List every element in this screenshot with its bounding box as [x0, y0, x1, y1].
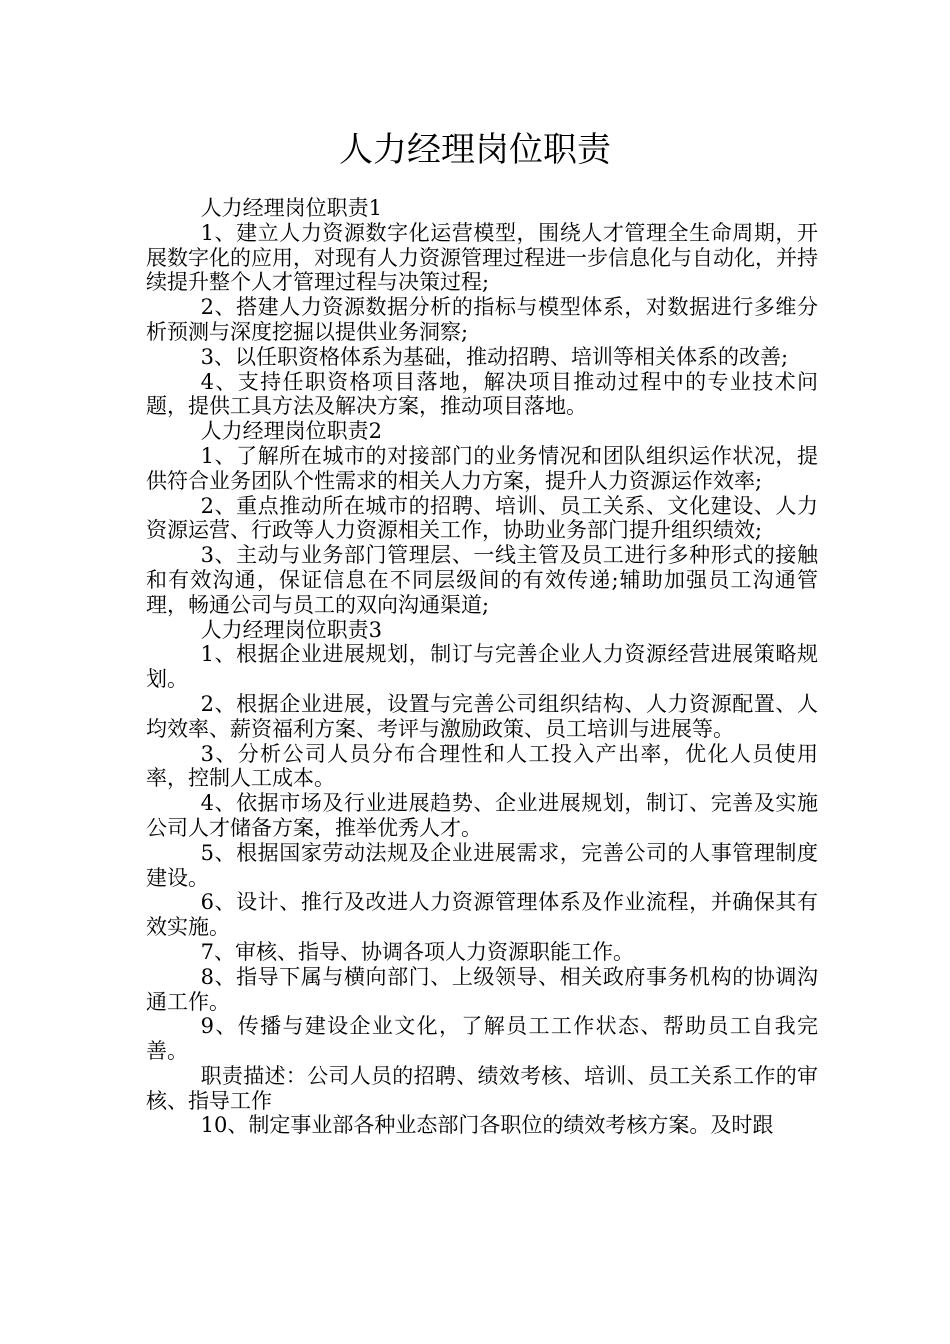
paragraph: 职责描述：公司人员的招聘、绩效考核、培训、员工关系工作的审核、指导工作	[146, 1063, 818, 1113]
paragraph: 10、制定事业部各种业态部门各职位的绩效考核方案。及时跟	[200, 1113, 774, 1138]
paragraph: 7、审核、指导、协调各项人力资源职能工作。	[200, 939, 634, 964]
paragraph: 9、传播与建设企业文化，了解员工工作状态、帮助员工自我完善。	[146, 1014, 818, 1064]
paragraph: 1、根据企业进展规划，制订与完善企业人力资源经营进展策略规划。	[146, 642, 818, 692]
paragraph: 1、建立人力资源数字化运营模型，围绕人才管理全生命周期，开展数字化的应用，对现有人力资源管理过程进一步信息化与自动化，并持续提升整个人才管理过程与决策过程;	[146, 220, 818, 295]
paragraph: 5、根据国家劳动法规及企业进展需求，完善公司的人事管理制度建设。	[146, 840, 818, 890]
section-heading-3: 人力经理岗位职责3	[200, 617, 382, 642]
document-body	[146, 196, 818, 1138]
paragraph: 8、指导下属与横向部门、上级领导、相关政府事务机构的协调沟通工作。	[146, 964, 818, 1014]
paragraph: 3、主动与业务部门管理层、一线主管及员工进行多种形式的接触和有效沟通，保证信息在不同层级间的有效传递;辅助加强员工沟通管理，畅通公司与员工的双向沟通渠道;	[146, 543, 818, 617]
paragraph: 6、设计、推行及改进人力资源管理体系及作业流程，并确保其有效实施。	[146, 890, 818, 940]
paragraph: 2、搭建人力资源数据分析的指标与模型体系，对数据进行多维分析预测与深度挖掘以提供业务洞察;	[146, 295, 818, 344]
paragraph: 4、支持任职资格项目落地，解决项目推动过程中的专业技术问题，提供工具方法及解决方案，推动项目落地。	[146, 369, 818, 419]
section-heading-1: 人力经理岗位职责1	[200, 196, 382, 220]
section-heading-2: 人力经理岗位职责2	[200, 419, 382, 444]
paragraph: 2、重点推动所在城市的招聘、培训、员工关系、文化建设、人力资源运营、行政等人力资源相关工作，协助业务部门提升组织绩效;	[146, 493, 818, 543]
paragraph: 1、了解所在城市的对接部门的业务情况和团队组织运作状况，提供符合业务团队个性需求的相关人力方案，提升人力资源运作效率;	[146, 443, 818, 493]
paragraph: 4、依据市场及行业进展趋势、企业进展规划，制订、完善及实施公司人才储备方案，推举优秀人才。	[146, 791, 818, 840]
paragraph: 3、以任职资格体系为基础，推动招聘、培训等相关体系的改善;	[200, 344, 789, 369]
paragraph: 3、分析公司人员分布合理性和人工投入产出率，优化人员使用率，控制人工成本。	[146, 741, 818, 791]
paragraph: 2、根据企业进展，设置与完善公司组织结构、人力资源配置、人均效率、薪资福利方案、考评与激励政策、员工培训与进展等。	[146, 691, 818, 741]
document-title: 人力经理岗位职责	[339, 130, 611, 170]
